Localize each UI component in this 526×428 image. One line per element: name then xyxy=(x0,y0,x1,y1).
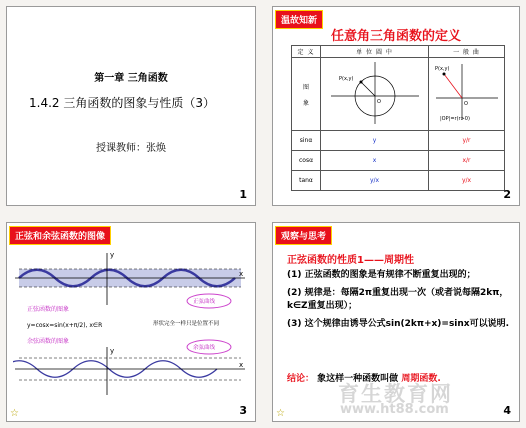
table-row xyxy=(292,131,505,151)
y-axis-label: y xyxy=(110,251,115,259)
chapter-title: 第一章 三角函数 xyxy=(94,73,168,84)
x-axis-label-2: x xyxy=(239,361,244,369)
row-unit: y xyxy=(321,131,429,151)
row-name: sinα xyxy=(292,131,321,151)
general-figure xyxy=(429,58,505,131)
teacher-name: 授课教师：张焕 xyxy=(96,143,166,154)
section-title: 1.4.2 三角函数的图象与性质（3） xyxy=(29,96,215,110)
slide-2[interactable] xyxy=(272,6,520,206)
sin-graph-label: 正弦函数的图象 xyxy=(27,306,70,313)
list-item: (1) 正弦函数的图象是有规律不断重复出现的； xyxy=(287,270,476,280)
header-definition: 定 义 xyxy=(292,46,321,58)
slide-3[interactable] xyxy=(6,222,256,422)
header-unit-circle: 单 位 圆 中 xyxy=(321,46,429,58)
cos-curve-label: 余弦曲线 xyxy=(193,345,216,351)
list-item: (3) 这个规律由诱导公式sin(2kπ+x)=sinx可以说明. xyxy=(287,319,510,329)
sin-cos-graphs xyxy=(13,247,249,397)
slide-tag: 正弦和余弦函数的图像 xyxy=(9,226,111,245)
slide-title: 任意角三角函数的定义 xyxy=(330,29,461,44)
row-unit: y/x xyxy=(321,171,429,191)
cos-graph-label: 余弦函数的图象 xyxy=(27,338,70,345)
watermark-url: www.ht88.com xyxy=(340,402,449,417)
y-axis-label-2: y xyxy=(110,347,115,355)
row-unit: x xyxy=(321,151,429,171)
table-row xyxy=(292,171,505,191)
unit-origin-label: O xyxy=(376,99,381,105)
slide-number: 1 xyxy=(239,188,247,201)
star-icon: ☆ xyxy=(276,408,285,419)
property-subtitle: 正弦函数的性质1——周期性 xyxy=(287,255,414,266)
row-general: y/x xyxy=(429,171,505,191)
conclusion-text: 象这样一种函数叫做 xyxy=(317,374,399,384)
conclusion-label: 结论： xyxy=(287,374,315,384)
watermark-text: 育生教育网 xyxy=(338,382,453,406)
slide-tag: 温故知新 xyxy=(275,10,323,29)
row-name: tanα xyxy=(292,171,321,191)
conclusion-key: 周期函数. xyxy=(401,374,441,384)
slide-number: 3 xyxy=(239,404,247,417)
table-row xyxy=(292,151,505,171)
general-point-label: P(x,y) xyxy=(434,66,449,72)
property-list xyxy=(287,269,513,336)
definition-table xyxy=(291,45,505,191)
unit-point-label: P(x,y) xyxy=(338,76,353,82)
slide-1[interactable] xyxy=(6,6,256,206)
x-axis-label: x xyxy=(239,270,244,278)
shift-note: 形状完全一样只是位置不同 xyxy=(153,321,220,327)
op-label: |OP|=r(r>0) xyxy=(439,116,470,122)
general-origin-label: O xyxy=(463,101,468,107)
row-general: y/r xyxy=(429,131,505,151)
slide-number: 4 xyxy=(503,404,511,417)
figure-row-label: 图 象 xyxy=(292,58,321,131)
sin-curve-label: 正弦曲线 xyxy=(193,299,216,305)
header-general: 一 般 曲 xyxy=(429,46,505,58)
slide-number: 2 xyxy=(503,188,511,201)
row-general: x/r xyxy=(429,151,505,171)
list-item: (2) 规律是：每隔2π重复出现一次（或者说每隔2kπ，k∈Z重复出现）； xyxy=(287,288,509,311)
row-name: cosα xyxy=(292,151,321,171)
formula: y=cosx=sin(x+π/2), x∈R xyxy=(27,322,103,329)
unit-circle-figure xyxy=(321,58,429,131)
star-icon: ☆ xyxy=(10,408,19,419)
slide-tag: 观察与思考 xyxy=(275,226,332,245)
